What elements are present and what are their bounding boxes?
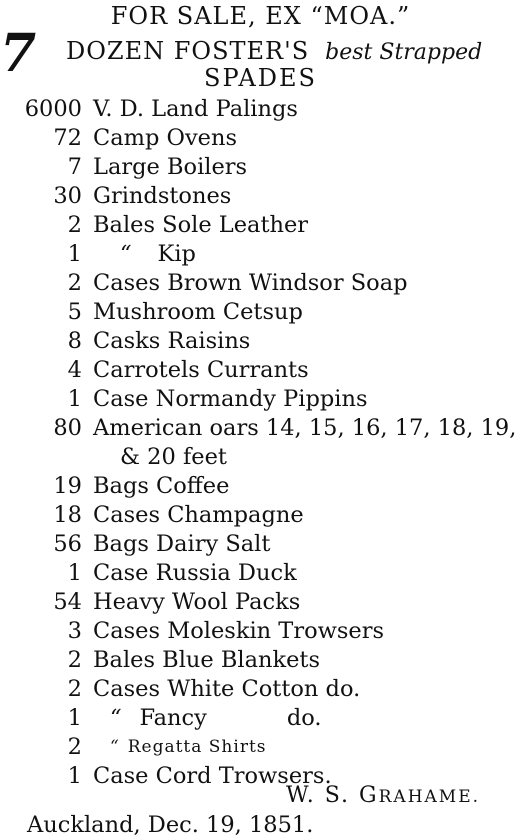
item-qty: 1 <box>67 560 82 586</box>
list-item <box>0 588 521 617</box>
item-desc: Carrotels Currants <box>93 357 309 383</box>
item-desc: Cases White Cotton do. <box>93 676 361 702</box>
item-list <box>0 95 521 791</box>
list-item <box>0 269 521 298</box>
item-qty: 30 <box>53 183 82 209</box>
item-qty: 18 <box>53 502 82 528</box>
list-item <box>0 327 521 356</box>
signature-surname-initial: G <box>359 783 379 808</box>
signature-initials: W. S. <box>286 783 351 808</box>
ditto-mark: “ <box>110 705 122 731</box>
item-desc: Bags Dairy Salt <box>93 531 271 557</box>
intro-caps: DOZEN FOSTER'S <box>66 37 310 65</box>
item-qty: 2 <box>67 676 82 702</box>
list-item <box>0 617 521 646</box>
intro-line-2: SPADES <box>204 64 317 92</box>
item-desc: Casks Raisins <box>93 328 251 354</box>
item-desc: Mushroom Cetsup <box>93 299 303 325</box>
item-qty: 2 <box>67 212 82 238</box>
item-desc-text: Regatta Shirts <box>127 737 267 757</box>
item-qty: 1 <box>67 386 82 412</box>
signature <box>286 782 480 811</box>
item-desc: Heavy Wool Packs <box>93 589 301 615</box>
list-item <box>0 95 521 124</box>
list-item <box>0 240 521 269</box>
ditto-mark: “ <box>110 737 120 757</box>
ad-heading: FOR SALE, EX “MOA.” <box>110 2 411 30</box>
intro-line <box>66 37 521 67</box>
item-desc: Bags Coffee <box>93 473 230 499</box>
item-desc: Bales Blue Blankets <box>93 647 321 673</box>
item-qty: 3 <box>67 618 82 644</box>
item-qty: 2 <box>67 734 82 760</box>
item-qty: 4 <box>67 357 82 383</box>
item-qty: 72 <box>53 125 82 151</box>
list-item <box>0 124 521 153</box>
item-desc-continuation: & 20 feet <box>120 444 227 470</box>
item-desc-text: Kip <box>157 241 196 267</box>
list-item <box>0 501 521 530</box>
item-desc: Large Boilers <box>93 154 248 180</box>
item-qty: 2 <box>67 270 82 296</box>
item-desc: Cases Champagne <box>93 502 304 528</box>
list-item <box>0 182 521 211</box>
list-item <box>0 153 521 182</box>
list-item <box>0 472 521 501</box>
list-item <box>0 385 521 414</box>
ditto-mark: “ <box>120 241 132 267</box>
item-desc: Cases Brown Windsor Soap <box>93 270 408 296</box>
list-item <box>0 530 521 559</box>
item-qty: 7 <box>67 154 82 180</box>
list-item <box>0 356 521 385</box>
item-desc: Case Normandy Pippins <box>93 386 368 412</box>
list-item <box>0 211 521 240</box>
list-item <box>0 675 521 704</box>
item-qty: 1 <box>67 763 82 789</box>
list-item <box>0 298 521 327</box>
item-qty: 1 <box>67 705 82 731</box>
item-qty: 80 <box>53 415 82 441</box>
list-item <box>0 559 521 588</box>
list-item <box>0 704 521 733</box>
item-desc: Case Russia Duck <box>93 560 297 586</box>
item-qty: 6000 <box>24 96 82 122</box>
item-desc <box>110 704 322 733</box>
item-desc: Cases Moleskin Trowsers <box>93 618 385 644</box>
item-desc-text: Fancy <box>139 705 207 731</box>
signature-surname-rest: RAHAME. <box>378 787 481 807</box>
item-desc: Case Cord Trowsers. <box>93 763 332 789</box>
item-desc <box>110 733 267 762</box>
item-desc: Camp Ovens <box>93 125 238 151</box>
item-qty: 19 <box>53 473 82 499</box>
intro-italic: best Strapped <box>325 40 483 65</box>
item-desc: Bales Sole Leather <box>93 212 309 238</box>
list-item <box>0 646 521 675</box>
drop-numeral: 7 <box>0 23 37 84</box>
item-qty: 1 <box>67 241 82 267</box>
item-qty: 8 <box>67 328 82 354</box>
list-item <box>0 733 521 762</box>
list-item-continuation <box>0 443 521 472</box>
item-qty: 56 <box>53 531 82 557</box>
item-desc: Grindstones <box>93 183 232 209</box>
dateline: Auckland, Dec. 19, 1851. <box>27 812 314 838</box>
item-qty: 54 <box>53 589 82 615</box>
list-item <box>0 414 521 443</box>
item-qty: 2 <box>67 647 82 673</box>
item-desc: American oars 14, 15, 16, 17, 18, 19, <box>93 415 517 441</box>
item-desc <box>120 240 196 269</box>
item-desc-tail: do. <box>286 705 322 731</box>
item-qty: 5 <box>67 299 82 325</box>
item-desc: V. D. Land Palings <box>93 96 298 122</box>
